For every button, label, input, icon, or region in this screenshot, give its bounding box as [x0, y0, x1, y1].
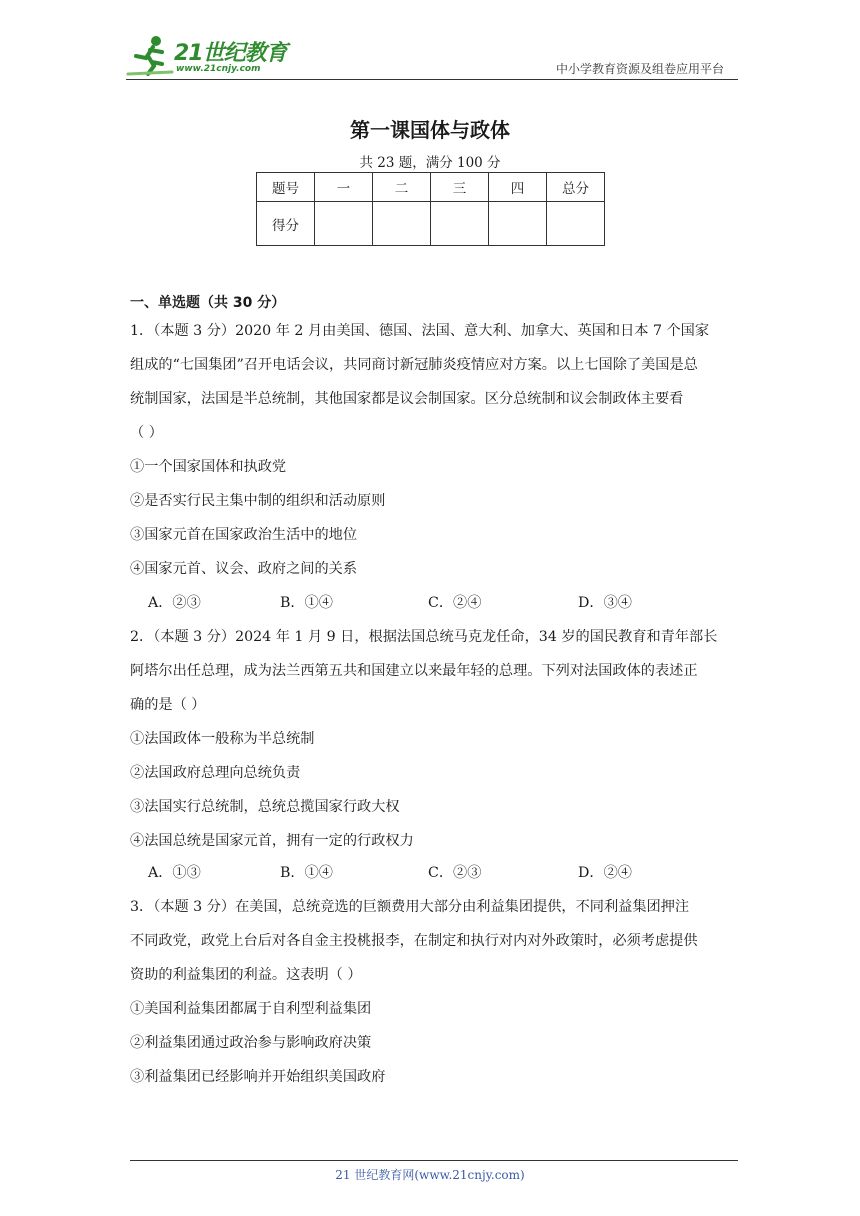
- footer-divider: [130, 1160, 738, 1161]
- question-2-line: 阿塔尔出任总理，成为法兰西第五共和国建立以来最年轻的总理。下列对法国政体的表述正: [130, 663, 698, 679]
- question-3-line: 资助的利益集团的利益。这表明（ ）: [130, 967, 362, 983]
- footer-text[interactable]: 21 世纪教育网(www.21cnjy.com): [335, 1168, 525, 1182]
- score-cell[interactable]: [431, 202, 489, 246]
- question-2-item: ③法国实行总统制，总统总揽国家行政大权: [130, 799, 400, 815]
- score-cell[interactable]: [547, 202, 605, 246]
- question-2-item: ①法国政体一般称为半总统制: [130, 731, 315, 747]
- option-c[interactable]: C．②③: [428, 865, 482, 881]
- runner-logo-icon: [126, 34, 174, 78]
- score-table-header: 四: [489, 173, 547, 202]
- option-c[interactable]: C．②④: [428, 595, 482, 611]
- option-b[interactable]: B．①④: [280, 595, 333, 611]
- question-1-item: ②是否实行民主集中制的组织和活动原则: [130, 493, 386, 509]
- option-d[interactable]: D．②④: [578, 865, 632, 881]
- question-2-item: ④法国总统是国家元首，拥有一定的行政权力: [130, 833, 414, 849]
- score-table-header: 题号: [257, 173, 315, 202]
- question-1-line: 1．（本题 3 分）2020 年 2 月由美国、德国、法国、意大利、加拿大、英国和日本 7 个国家: [130, 323, 710, 339]
- question-1-item: ③国家元首在国家政治生活中的地位: [130, 527, 358, 543]
- option-d[interactable]: D．③④: [578, 595, 632, 611]
- question-3-item: ①美国利益集团都属于自利型利益集团: [130, 1001, 372, 1017]
- option-a[interactable]: A．②③: [148, 595, 201, 611]
- logo-text: 21世纪教育: [174, 41, 287, 66]
- question-2-item: ②法国政府总理向总统负责: [130, 765, 301, 781]
- header-divider: [126, 79, 738, 80]
- site-logo: [126, 34, 291, 78]
- score-table-header: 总分: [547, 173, 605, 202]
- question-1-line: 统制国家，法国是半总统制，其他国家都是议会制国家。区分总统制和议会制政体主要看: [130, 391, 684, 407]
- page-subtitle: 共 23 题，满分 100 分: [359, 155, 501, 171]
- score-table: [256, 172, 605, 246]
- score-table-header: 二: [373, 173, 431, 202]
- score-table-header: 一: [315, 173, 373, 202]
- question-2-line: 确的是（ ）: [130, 697, 206, 713]
- score-row-label: 得分: [257, 202, 315, 246]
- score-cell[interactable]: [315, 202, 373, 246]
- question-1-item: ①一个国家国体和执政党: [130, 459, 287, 475]
- logo-url: www.21cnjy.com: [176, 64, 261, 74]
- question-1-item: ④国家元首、议会、政府之间的关系: [130, 561, 358, 577]
- page-title: 第一课国体与政体: [350, 118, 510, 142]
- option-b[interactable]: B．①④: [280, 865, 333, 881]
- question-3-line: 3．（本题 3 分）在美国，总统竞选的巨额费用大部分由利益集团提供，不同利益集团押注: [130, 899, 690, 915]
- question-3-item: ②利益集团通过政治参与影响政府决策: [130, 1035, 372, 1051]
- question-3-line: 不同政党，政党上台后对各自金主投桃报李，在制定和执行对内对外政策时，必须考虑提供: [130, 933, 698, 949]
- option-a[interactable]: A．①③: [148, 865, 201, 881]
- question-2-line: 2．（本题 3 分）2024 年 1 月 9 日，根据法国总统马克龙任命，34 岁的国民教育和青年部长: [130, 629, 718, 645]
- score-table-header: 三: [431, 173, 489, 202]
- platform-name: 中小学教育资源及组卷应用平台: [555, 62, 724, 76]
- score-cell[interactable]: [489, 202, 547, 246]
- question-3-item: ③利益集团已经影响并开始组织美国政府: [130, 1069, 386, 1085]
- question-1-line: （ ）: [130, 425, 163, 441]
- question-1-line: 组成的“七国集团”召开电话会议，共同商讨新冠肺炎疫情应对方案。以上七国除了美国是总: [130, 357, 698, 373]
- section-heading: 一、单选题（共 30 分）: [130, 295, 286, 311]
- score-cell[interactable]: [373, 202, 431, 246]
